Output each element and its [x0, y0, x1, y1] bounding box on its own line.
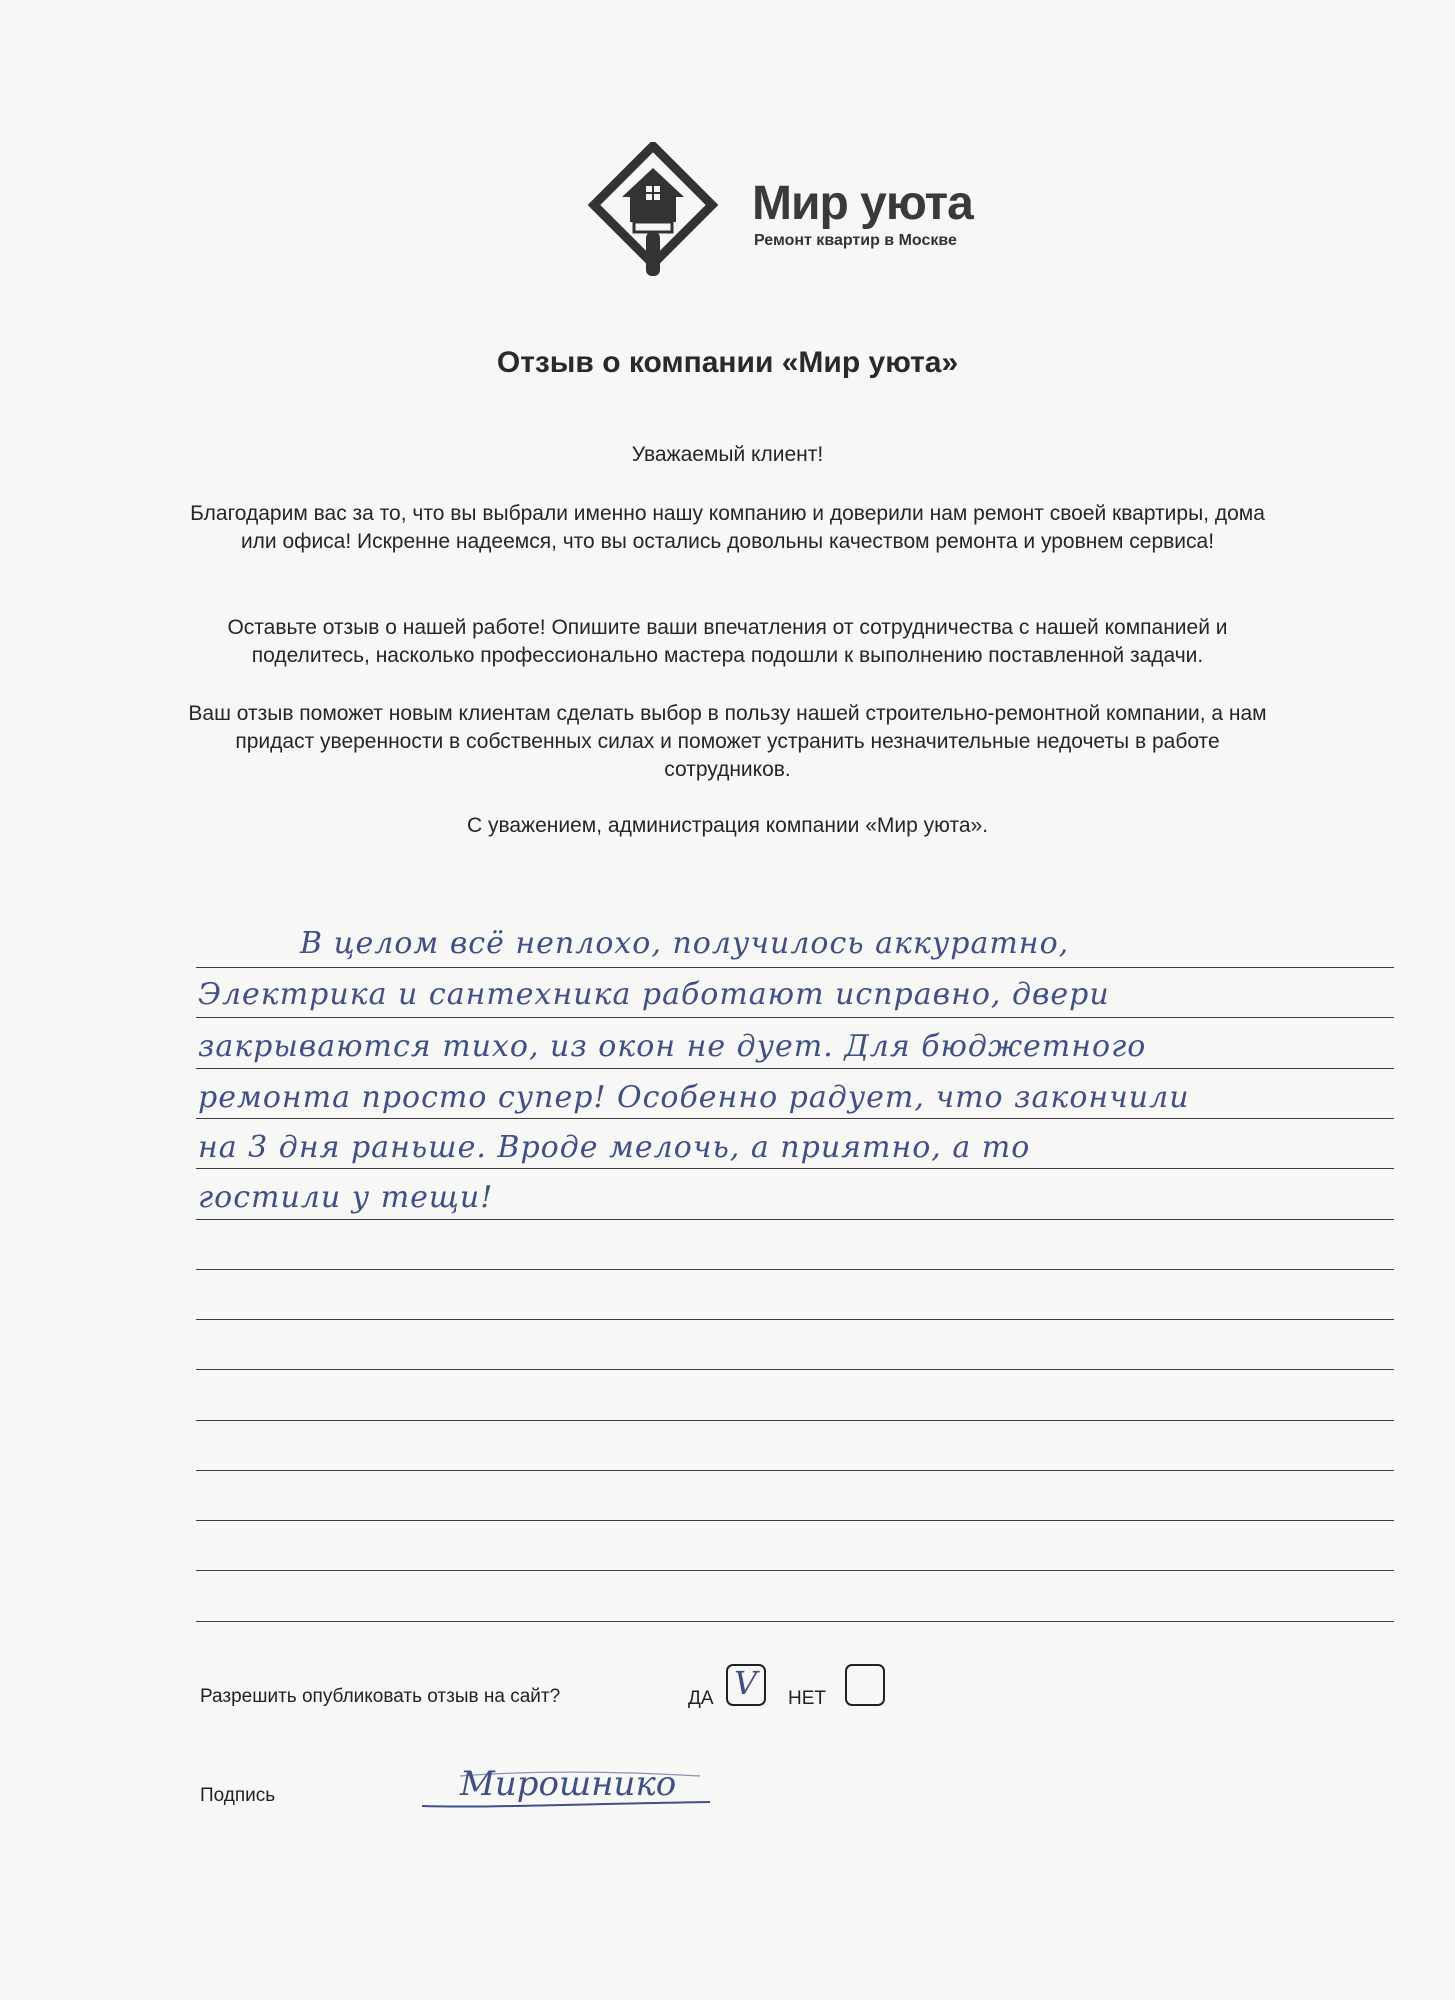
rule-line — [196, 1319, 1394, 1320]
greeting: Уважаемый клиент! — [631, 443, 824, 466]
review-line-5: на 3 дня раньше. Вроде мелочь, а приятно, а то — [198, 1130, 1031, 1165]
company-logo — [588, 142, 1008, 282]
yes-label: ДА — [688, 1688, 714, 1709]
logo-tagline: Ремонт квартир в Москве — [754, 232, 957, 249]
rule-line — [196, 1420, 1394, 1421]
house-paintbrush-icon — [588, 142, 718, 282]
intro-paragraph-2: Оставьте отзыв о нашей работе! Опишите ваши впечатления от сотрудничества с нашей компанией и поделитесь, насколько профессионально мастера подошли к выполнению поставленной задачи. — [227, 616, 1228, 667]
rule-line — [196, 1621, 1394, 1622]
no-label: НЕТ — [788, 1688, 826, 1709]
signature — [420, 1756, 720, 1826]
publish-question: Разрешить опубликовать отзыв на сайт? — [200, 1686, 561, 1707]
logo-name: Мир уюта — [752, 177, 973, 230]
signature-text: Мирошнико — [460, 1764, 677, 1804]
rule-line — [196, 1118, 1394, 1119]
review-line-6: гостили у тещи! — [198, 1180, 494, 1215]
rule-line — [196, 1369, 1394, 1370]
closing-line: С уважением, администрация компании «Мир уюта». — [466, 814, 989, 837]
signature-label: Подпись — [200, 1785, 276, 1806]
review-line-4: ремонта просто супер! Особенно радует, что закончили — [198, 1080, 1190, 1115]
rule-line — [196, 1470, 1394, 1471]
yes-checkbox[interactable] — [726, 1664, 766, 1706]
rule-line — [196, 1219, 1394, 1220]
check-mark: V — [734, 1664, 758, 1702]
review-line-3: закрываются тихо, из окон не дует. Для бюджетного — [198, 1029, 1147, 1064]
rule-line — [196, 967, 1394, 968]
intro-paragraph-3: Ваш отзыв поможет новым клиентам сделать выбор в пользу нашей строительно-ремонтной компании, а нам придаст уверенности в собственных силах и поможет устранить незначительные недочеты в работе сотрудников. — [188, 702, 1267, 781]
review-line-2: Электрика и сантехника работают исправно, двери — [198, 977, 1110, 1012]
no-checkbox[interactable] — [845, 1664, 885, 1706]
rule-line — [196, 1017, 1394, 1018]
intro-paragraph-1: Благодарим вас за то, что вы выбрали именно нашу компанию и доверили нам ремонт своей квартиры, дома или офиса! Искренне надеемся, что вы остались довольны качеством ремонта и уровнем сервиса! — [190, 502, 1265, 553]
rule-line — [196, 1068, 1394, 1069]
page-title: Отзыв о компании «Мир уюта» — [496, 346, 959, 379]
rule-line — [196, 1269, 1394, 1270]
rule-line — [196, 1520, 1394, 1521]
rule-line — [196, 1570, 1394, 1571]
rule-line — [196, 1168, 1394, 1169]
review-line-1: В целом всё неплохо, получилось аккуратно, — [300, 926, 1070, 961]
